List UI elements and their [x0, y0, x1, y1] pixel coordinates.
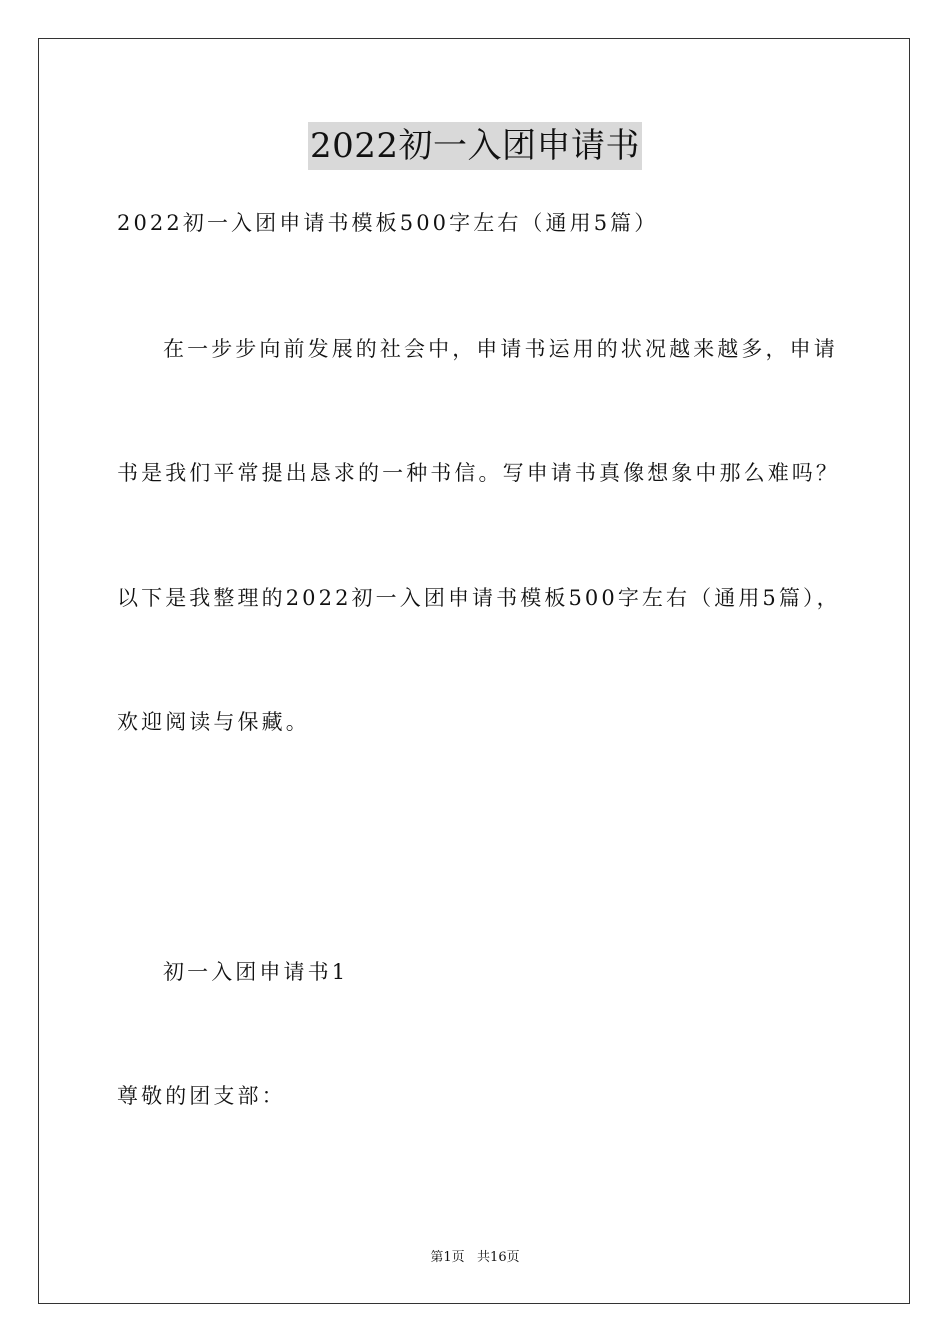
section-heading: 初一入团申请书1	[163, 960, 349, 984]
intro-paragraph-line-3: 以下是我整理的2022初一入团申请书模板500字左右（通用5篇），	[117, 586, 841, 610]
intro-paragraph-line-1: 在一步步向前发展的社会中，申请书运用的状况越来越多，申请	[163, 337, 838, 361]
document-title: 2022初一入团申请书	[308, 122, 642, 170]
letter-greeting: 尊敬的团支部：	[117, 1084, 286, 1108]
intro-paragraph-line-4: 欢迎阅读与保藏。	[117, 710, 310, 734]
page-footer: 第1页 共16页	[430, 1250, 520, 1265]
document-subtitle: 2022初一入团申请书模板500字左右（通用5篇）	[117, 211, 659, 235]
title-container	[0, 122, 950, 170]
intro-paragraph-line-2: 书是我们平常提出恳求的一种书信。写申请书真像想象中那么难吗？	[117, 461, 840, 485]
